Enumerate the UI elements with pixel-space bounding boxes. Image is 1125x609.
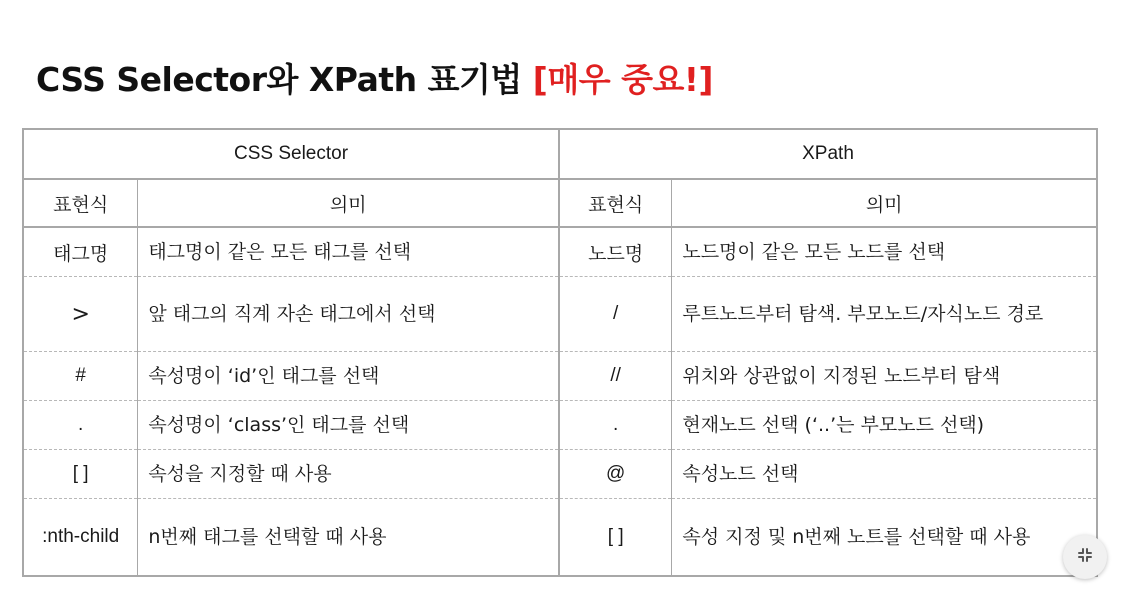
- css-expr-cell: #: [23, 352, 138, 401]
- xpath-expr-cell: /: [559, 277, 672, 352]
- table-row: [23, 227, 1097, 277]
- title-main: CSS Selector와 XPath 표기법: [36, 60, 533, 99]
- xpath-header: XPath: [559, 129, 1097, 179]
- css-expr-cell: >: [23, 277, 138, 352]
- xpath-meaning-cell: 노드명이 같은 모든 노드를 선택: [672, 227, 1097, 277]
- xpath-expr-cell: .: [559, 401, 672, 450]
- xpath-meaning-header: 의미: [672, 179, 1097, 227]
- xpath-expr-cell: 노드명: [559, 227, 672, 277]
- css-expr-cell: 태그명: [23, 227, 138, 277]
- css-meaning-header: 의미: [138, 179, 559, 227]
- collapse-icon: [1076, 546, 1094, 568]
- xpath-expr-cell: //: [559, 352, 672, 401]
- table-row: [23, 352, 1097, 401]
- xpath-expr-cell: [ ]: [559, 499, 672, 577]
- collapse-button[interactable]: [1063, 535, 1107, 579]
- css-expr-cell: [ ]: [23, 450, 138, 499]
- xpath-meaning-cell: 위치와 상관없이 지정된 노드부터 탐색: [672, 352, 1097, 401]
- xpath-meaning-cell: 루트노드부터 탐색. 부모노드/자식노드 경로: [672, 277, 1097, 352]
- css-meaning-cell: 속성명이 ‘class’인 태그를 선택: [138, 401, 559, 450]
- xpath-expr-cell: @: [559, 450, 672, 499]
- table-row: [23, 401, 1097, 450]
- table-row: [23, 450, 1097, 499]
- title-accent: [매우 중요!]: [532, 60, 713, 99]
- css-expr-cell: :nth-child: [23, 499, 138, 577]
- xpath-meaning-cell: 현재노드 선택 (‘..’는 부모노드 선택): [672, 401, 1097, 450]
- xpath-meaning-cell: 속성노드 선택: [672, 450, 1097, 499]
- selector-comparison-table: [22, 128, 1098, 577]
- css-meaning-cell: 속성명이 ‘id’인 태그를 선택: [138, 352, 559, 401]
- css-meaning-cell: 앞 태그의 직계 자손 태그에서 선택: [138, 277, 559, 352]
- table-row: [23, 499, 1097, 577]
- css-expr-cell: .: [23, 401, 138, 450]
- css-selector-header: CSS Selector: [23, 129, 559, 179]
- page-title: [36, 54, 713, 101]
- css-meaning-cell: n번째 태그를 선택할 때 사용: [138, 499, 559, 577]
- xpath-meaning-cell: 속성 지정 및 n번째 노트를 선택할 때 사용: [682, 526, 1031, 548]
- css-meaning-cell: 속성을 지정할 때 사용: [138, 450, 559, 499]
- css-expr-header: 표현식: [23, 179, 138, 227]
- css-meaning-cell: 태그명이 같은 모든 태그를 선택: [138, 227, 559, 277]
- xpath-expr-header: 표현식: [559, 179, 672, 227]
- table-row: [23, 277, 1097, 352]
